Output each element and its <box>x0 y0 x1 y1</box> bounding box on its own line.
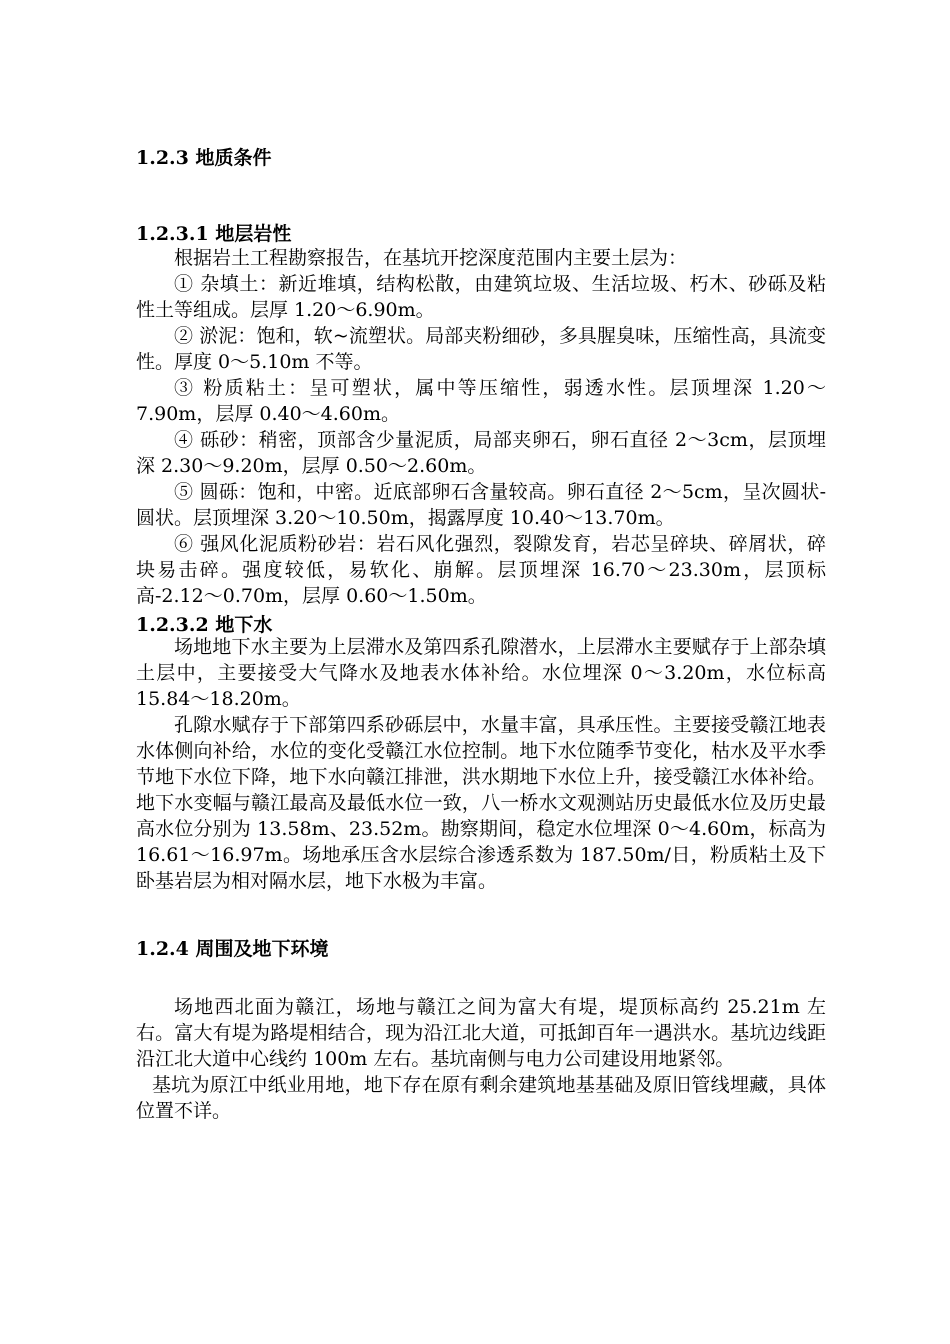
environment-section <box>136 994 826 1124</box>
section-heading-1-2-3: 1.2.3 地质条件 <box>136 147 272 169</box>
strata-intro: 根据岩土工程勘察报告，在基坑开挖深度范围内主要土层为： <box>174 247 688 269</box>
section-heading-1-2-3-2: 1.2.3.2 地下水 <box>136 614 273 636</box>
section-heading-1-2-4: 1.2.4 周围及地下环境 <box>136 938 329 960</box>
stratum-5: ⑤ 圆砾：饱和，中密。近底部卵石含量较高。卵石直径 2～5cm，呈次圆状-圆状。层顶埋深 3.20～10.50m，揭露厚度 10.40～13.70m。 <box>136 481 826 529</box>
stratum-6: ⑥ 强风化泥质粉砂岩：岩石风化强烈，裂隙发育，岩芯呈碎块、碎屑状，碎块易击碎。强度较低，易软化、崩解。层顶埋深 16.70～23.30m，层顶标高-2.12～0.70m，层厚 0.60～1.50m。 <box>136 533 826 607</box>
stratum-1: ① 杂填土：新近堆填，结构松散，由建筑垃圾、生活垃圾、朽木、砂砾及粘性土等组成。层厚 1.20～6.90m。 <box>136 273 826 321</box>
strata-section <box>136 245 826 609</box>
environment-paragraph-2: 基坑为原江中纸业用地，地下存在原有剩余建筑地基基础及原旧管线埋藏，具体位置不详。 <box>136 1074 826 1122</box>
environment-paragraph-1: 场地西北面为赣江，场地与赣江之间为富大有堤，堤顶标高约 25.21m 左右。富大有堤为路堤相结合，现为沿江北大道，可抵卸百年一遇洪水。基坑边线距沿江北大道中心线约 100m 左右。基坑南侧与电力公司建设用地紧邻。 <box>136 996 826 1070</box>
stratum-4: ④ 砾砂：稍密，顶部含少量泥质，局部夹卵石，卵石直径 2～3cm，层顶埋深 2.30～9.20m，层厚 0.50～2.60m。 <box>136 429 826 477</box>
stratum-2: ② 淤泥：饱和，软~流塑状。局部夹粉细砂，多具腥臭味，压缩性高，具流变性。厚度 0～5.10m 不等。 <box>136 325 826 373</box>
groundwater-section <box>136 634 826 894</box>
stratum-3: ③ 粉质粘土：呈可塑状，属中等压缩性，弱透水性。层顶埋深 1.20～7.90m，层厚 0.40～4.60m。 <box>136 377 826 425</box>
groundwater-paragraph-2: 孔隙水赋存于下部第四系砂砾层中，水量丰富，具承压性。主要接受赣江地表水体侧向补给，水位的变化受赣江水位控制。地下水位随季节变化，枯水及平水季节地下水位下降，地下水向赣江排泄，洪水期地下水位上升，接受赣江水体补给。地下水变幅与赣江最高及最低水位一致，八一桥水文观测站历史最低水位及历史最高水位分别为 13.58m、23.52m。勘察期间，稳定水位埋深 0～4.60m，标高为 16.61～16.97m。场地承压含水层综合渗透系数为 187.50m/日，粉质粘土及下卧基岩层为相对隔水层，地下水极为丰富。 <box>136 714 826 892</box>
groundwater-paragraph-1: 场地地下水主要为上层滞水及第四系孔隙潜水，上层滞水主要赋存于上部杂填土层中，主要接受大气降水及地表水体补给。水位埋深 0～3.20m，水位标高 15.84～18.20m。 <box>136 636 826 710</box>
section-heading-1-2-3-1: 1.2.3.1 地层岩性 <box>136 223 292 245</box>
